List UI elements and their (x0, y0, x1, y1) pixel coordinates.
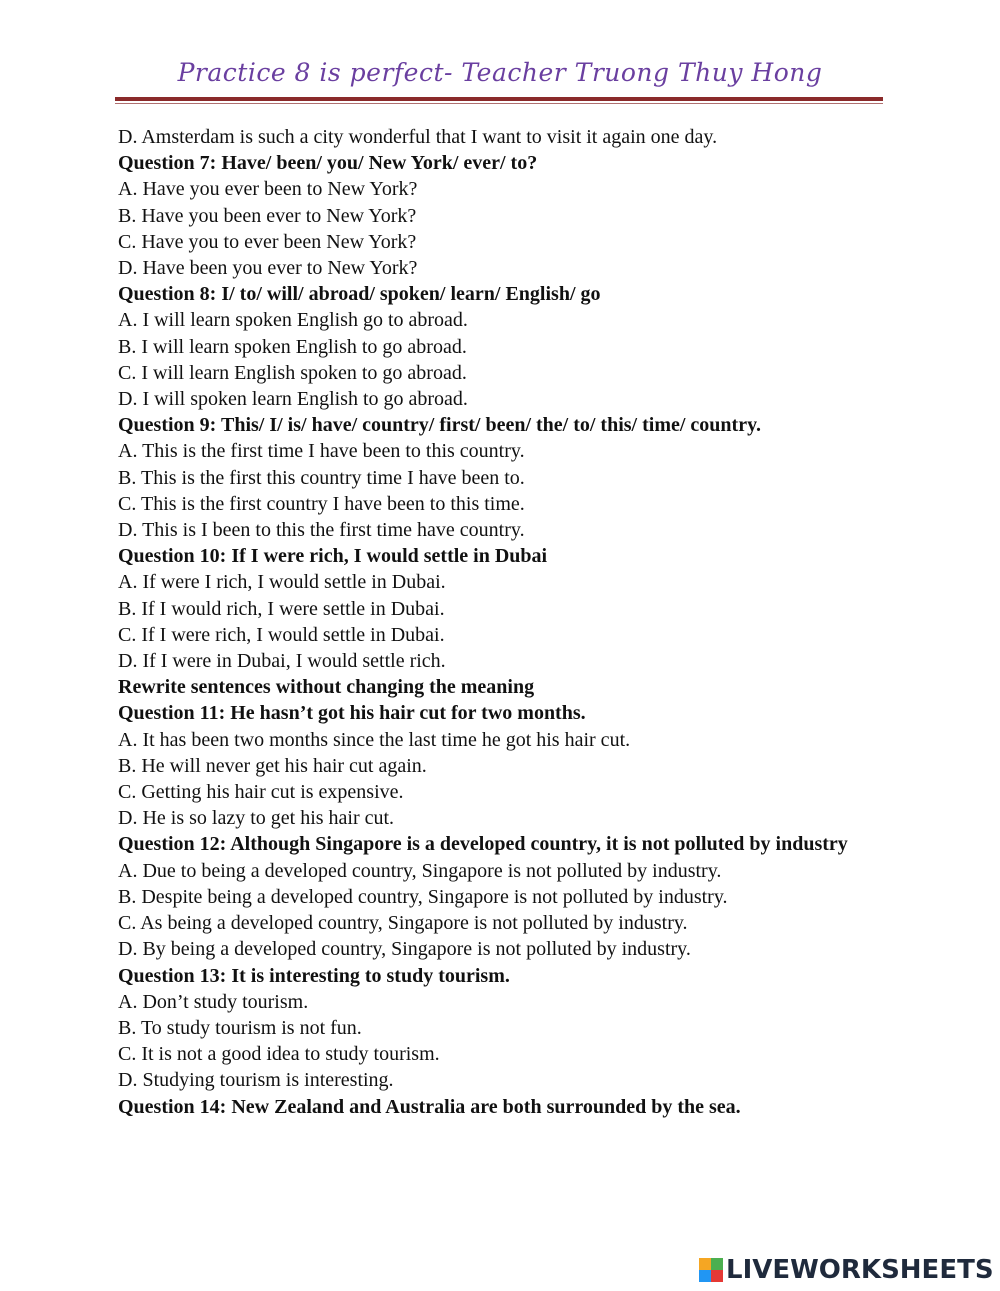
answer-option: B. To study tourism is not fun. (118, 1016, 362, 1039)
answer-option: D. He is so lazy to get his hair cut. (118, 807, 395, 830)
question-line: Question 11: He hasn’t got his hair cut for two months. (118, 702, 586, 725)
answer-option: D. Studying tourism is interesting. (118, 1069, 394, 1092)
answer-option: C. It is not a good idea to study tourism. (118, 1043, 440, 1066)
answer-option: B. Have you been ever to New York? (118, 204, 417, 227)
question-line: Question 14: New Zealand and Australia are both surrounded by the sea. (118, 1095, 741, 1118)
answer-option: C. I will learn English spoken to go abroad. (118, 361, 467, 384)
question-line: Question 9: This/ I/ is/ have/ country/ first/ been/ the/ to/ this/ time/ country. (118, 414, 761, 437)
answer-option: B. I will learn spoken English to go abroad. (118, 335, 467, 358)
answer-option: C. If I were rich, I would settle in Dubai. (118, 623, 445, 646)
answer-option: D. Amsterdam is such a city wonderful that I want to visit it again one day. (118, 126, 718, 148)
answer-option: D. This is I been to this the first time have country. (118, 519, 525, 542)
answer-option: B. He will never get his hair cut again. (118, 754, 427, 777)
question-line: Question 7: Have/ been/ you/ New York/ ever/ to? (118, 152, 538, 175)
answer-option: D. If I were in Dubai, I would settle rich. (118, 650, 446, 673)
answer-option: A. If were I rich, I would settle in Dubai. (118, 571, 446, 594)
answer-option: B. Despite being a developed country, Singapore is not polluted by industry. (118, 885, 728, 908)
answer-option: B. If I would rich, I were settle in Dubai. (118, 597, 445, 620)
answer-option: C. As being a developed country, Singapore is not polluted by industry. (118, 912, 688, 935)
page-header-title: Practice 8 is perfect- Teacher Truong Thuy Hong (177, 58, 823, 87)
logo-square-4 (711, 1270, 723, 1282)
answer-option: A. Have you ever been to New York? (118, 178, 418, 201)
logo-square-1 (699, 1258, 711, 1270)
answer-option: B. This is the first this country time I have been to. (118, 466, 525, 489)
header-divider-thin (115, 103, 883, 104)
answer-option: C. Have you to ever been New York? (118, 230, 417, 253)
liveworksheets-wordmark: LIVEWORKSHEETS (726, 1255, 994, 1285)
question-line: Question 8: I/ to/ will/ abroad/ spoken/ learn/ English/ go (118, 283, 601, 306)
logo-square-3 (699, 1270, 711, 1282)
question-line: Question 12: Although Singapore is a developed country, it is not polluted by industry (118, 833, 848, 856)
answer-option: D. I will spoken learn English to go abroad. (118, 388, 468, 411)
answer-option: D. By being a developed country, Singapore is not polluted by industry. (118, 938, 691, 961)
question-line: Rewrite sentences without changing the meaning (118, 676, 535, 699)
worksheet-content (118, 124, 878, 1120)
logo-square-2 (711, 1258, 723, 1270)
answer-option: C. Getting his hair cut is expensive. (118, 781, 404, 804)
answer-option: A. Don’t study tourism. (118, 990, 309, 1013)
header-divider (115, 97, 883, 101)
answer-option: A. This is the first time I have been to this country. (118, 440, 525, 463)
answer-option: D. Have been you ever to New York? (118, 257, 418, 280)
answer-option: A. Due to being a developed country, Singapore is not polluted by industry. (118, 859, 722, 882)
question-line: Question 10: If I were rich, I would settle in Dubai (118, 545, 548, 568)
liveworksheets-brand[interactable] (699, 1255, 994, 1285)
answer-option: A. It has been two months since the last time he got his hair cut. (118, 728, 631, 751)
question-line: Question 13: It is interesting to study tourism. (118, 964, 510, 987)
answer-option: C. This is the first country I have been to this time. (118, 492, 525, 515)
liveworksheets-logo-icon (699, 1258, 723, 1282)
answer-option: A. I will learn spoken English go to abroad. (118, 309, 468, 332)
